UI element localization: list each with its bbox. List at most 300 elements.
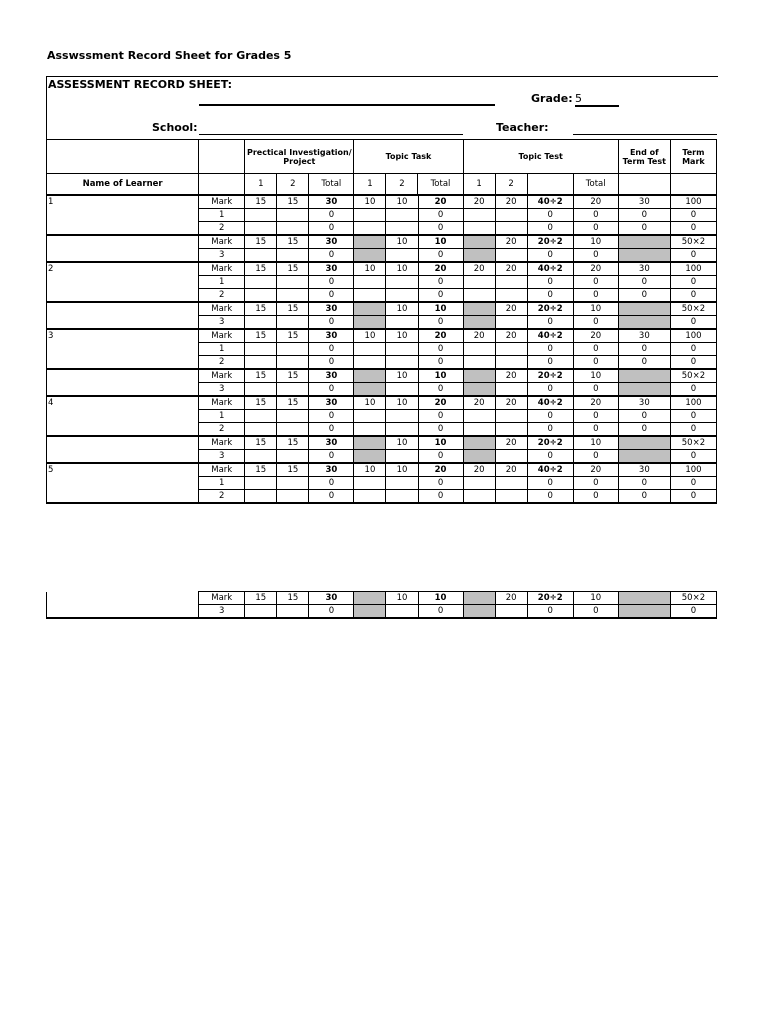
- mark-cell[interactable]: 30: [309, 262, 354, 276]
- mark-cell[interactable]: 20: [418, 262, 463, 276]
- mark-cell[interactable]: 0: [573, 249, 618, 263]
- mark-cell[interactable]: 20÷2: [527, 235, 573, 249]
- mark-cell[interactable]: [277, 383, 309, 397]
- mark-cell[interactable]: 10: [386, 396, 418, 410]
- mark-cell[interactable]: [354, 289, 386, 303]
- mark-cell[interactable]: 20: [495, 262, 527, 276]
- mark-cell[interactable]: [277, 410, 309, 423]
- mark-cell[interactable]: 10: [354, 396, 386, 410]
- mark-cell[interactable]: 15: [277, 195, 309, 209]
- mark-cell[interactable]: 0: [527, 209, 573, 222]
- mark-cell[interactable]: [245, 490, 277, 504]
- mark-cell[interactable]: 0: [573, 343, 618, 356]
- mark-cell[interactable]: 40÷2: [527, 329, 573, 343]
- mark-cell[interactable]: [386, 477, 418, 490]
- mark-cell[interactable]: 10: [573, 436, 618, 450]
- mark-cell[interactable]: [245, 410, 277, 423]
- learner-name-cell[interactable]: [47, 302, 199, 316]
- mark-cell[interactable]: 15: [277, 329, 309, 343]
- learner-name-cell[interactable]: [47, 436, 199, 450]
- mark-cell[interactable]: 0: [670, 316, 716, 330]
- mark-cell[interactable]: [354, 490, 386, 504]
- mark-cell[interactable]: 0: [670, 477, 716, 490]
- mark-cell[interactable]: 0: [670, 222, 716, 236]
- mark-cell[interactable]: 0: [573, 316, 618, 330]
- mark-cell[interactable]: [354, 356, 386, 370]
- mark-cell[interactable]: [245, 356, 277, 370]
- mark-cell[interactable]: [618, 369, 670, 383]
- mark-cell[interactable]: 15: [277, 235, 309, 249]
- mark-cell[interactable]: 0: [309, 605, 354, 619]
- mark-cell[interactable]: [386, 249, 418, 263]
- mark-cell[interactable]: 0: [527, 490, 573, 504]
- mark-cell[interactable]: 40÷2: [527, 262, 573, 276]
- mark-cell[interactable]: 0: [618, 276, 670, 289]
- mark-cell[interactable]: 0: [309, 222, 354, 236]
- mark-cell[interactable]: [463, 222, 495, 236]
- mark-cell[interactable]: 30: [309, 463, 354, 477]
- mark-cell[interactable]: 0: [309, 423, 354, 437]
- mark-cell[interactable]: 20÷2: [527, 592, 573, 605]
- mark-cell[interactable]: [463, 450, 495, 464]
- mark-cell[interactable]: 0: [573, 490, 618, 504]
- mark-cell[interactable]: 20: [573, 329, 618, 343]
- mark-cell[interactable]: [386, 423, 418, 437]
- mark-cell[interactable]: 0: [418, 477, 463, 490]
- mark-cell[interactable]: 0: [573, 450, 618, 464]
- learner-name-cell[interactable]: [47, 316, 199, 330]
- mark-cell[interactable]: [245, 289, 277, 303]
- mark-cell[interactable]: 0: [670, 410, 716, 423]
- mark-cell[interactable]: 0: [418, 490, 463, 504]
- mark-cell[interactable]: [354, 383, 386, 397]
- mark-cell[interactable]: 0: [309, 289, 354, 303]
- mark-cell[interactable]: 0: [670, 490, 716, 504]
- learner-name-cell[interactable]: [47, 383, 199, 397]
- mark-cell[interactable]: [386, 356, 418, 370]
- mark-cell[interactable]: 10: [354, 195, 386, 209]
- mark-cell[interactable]: 0: [527, 343, 573, 356]
- mark-cell[interactable]: [495, 222, 527, 236]
- mark-cell[interactable]: 0: [309, 209, 354, 222]
- mark-cell[interactable]: 15: [245, 396, 277, 410]
- mark-cell[interactable]: 0: [418, 383, 463, 397]
- mark-cell[interactable]: 20: [495, 329, 527, 343]
- mark-cell[interactable]: [354, 276, 386, 289]
- mark-cell[interactable]: 0: [309, 343, 354, 356]
- mark-cell[interactable]: [463, 276, 495, 289]
- mark-cell[interactable]: [354, 592, 386, 605]
- mark-cell[interactable]: 0: [573, 356, 618, 370]
- mark-cell[interactable]: [245, 383, 277, 397]
- mark-cell[interactable]: 15: [245, 436, 277, 450]
- mark-cell[interactable]: 0: [527, 222, 573, 236]
- mark-cell[interactable]: [245, 423, 277, 437]
- mark-cell[interactable]: 20: [418, 329, 463, 343]
- learner-name-cell[interactable]: [47, 289, 199, 303]
- mark-cell[interactable]: 0: [618, 209, 670, 222]
- mark-cell[interactable]: 10: [386, 369, 418, 383]
- mark-cell[interactable]: 10: [386, 195, 418, 209]
- mark-cell[interactable]: 10: [418, 302, 463, 316]
- mark-cell[interactable]: 0: [670, 450, 716, 464]
- mark-cell[interactable]: 0: [670, 383, 716, 397]
- mark-cell[interactable]: 30: [309, 369, 354, 383]
- mark-cell[interactable]: 0: [418, 605, 463, 619]
- learner-name-cell[interactable]: [47, 209, 199, 222]
- mark-cell[interactable]: 0: [527, 450, 573, 464]
- mark-cell[interactable]: 10: [418, 235, 463, 249]
- mark-cell[interactable]: [495, 209, 527, 222]
- mark-cell[interactable]: 0: [527, 316, 573, 330]
- mark-cell[interactable]: 15: [245, 262, 277, 276]
- mark-cell[interactable]: 0: [573, 477, 618, 490]
- mark-cell[interactable]: 0: [309, 316, 354, 330]
- mark-cell[interactable]: 20: [573, 195, 618, 209]
- mark-cell[interactable]: [354, 302, 386, 316]
- mark-cell[interactable]: 0: [618, 222, 670, 236]
- mark-cell[interactable]: [277, 316, 309, 330]
- mark-cell[interactable]: 0: [573, 383, 618, 397]
- mark-cell[interactable]: 0: [418, 209, 463, 222]
- mark-cell[interactable]: 0: [418, 356, 463, 370]
- mark-cell[interactable]: 30: [309, 396, 354, 410]
- mark-cell[interactable]: 10: [354, 329, 386, 343]
- mark-cell[interactable]: [495, 249, 527, 263]
- teacher-field[interactable]: [573, 134, 717, 135]
- mark-cell[interactable]: [354, 316, 386, 330]
- mark-cell[interactable]: 0: [670, 249, 716, 263]
- mark-cell[interactable]: 20: [418, 396, 463, 410]
- mark-cell[interactable]: 0: [573, 289, 618, 303]
- mark-cell[interactable]: [354, 249, 386, 263]
- mark-cell[interactable]: [354, 235, 386, 249]
- mark-cell[interactable]: 20: [463, 329, 495, 343]
- mark-cell[interactable]: 10: [354, 463, 386, 477]
- learner-name-cell[interactable]: [47, 605, 199, 619]
- mark-cell[interactable]: 30: [309, 329, 354, 343]
- mark-cell[interactable]: [277, 343, 309, 356]
- mark-cell[interactable]: [386, 343, 418, 356]
- mark-cell[interactable]: [463, 423, 495, 437]
- mark-cell[interactable]: 0: [527, 289, 573, 303]
- mark-cell[interactable]: 0: [670, 209, 716, 222]
- mark-cell[interactable]: [386, 276, 418, 289]
- mark-cell[interactable]: 0: [618, 343, 670, 356]
- mark-cell[interactable]: 0: [418, 343, 463, 356]
- mark-cell[interactable]: 10: [386, 463, 418, 477]
- mark-cell[interactable]: 10: [386, 262, 418, 276]
- mark-cell[interactable]: [354, 343, 386, 356]
- mark-cell[interactable]: 10: [386, 329, 418, 343]
- mark-cell[interactable]: [618, 605, 670, 619]
- mark-cell[interactable]: 100: [670, 396, 716, 410]
- mark-cell[interactable]: 15: [277, 262, 309, 276]
- mark-cell[interactable]: 0: [418, 249, 463, 263]
- mark-cell[interactable]: [354, 477, 386, 490]
- mark-cell[interactable]: 20: [573, 463, 618, 477]
- mark-cell[interactable]: 100: [670, 262, 716, 276]
- learner-name-cell[interactable]: [47, 450, 199, 464]
- mark-cell[interactable]: 15: [245, 463, 277, 477]
- mark-cell[interactable]: 20÷2: [527, 302, 573, 316]
- mark-cell[interactable]: [495, 289, 527, 303]
- mark-cell[interactable]: [463, 343, 495, 356]
- mark-cell[interactable]: 15: [245, 195, 277, 209]
- mark-cell[interactable]: 0: [418, 316, 463, 330]
- mark-cell[interactable]: [354, 450, 386, 464]
- mark-cell[interactable]: [354, 369, 386, 383]
- mark-cell[interactable]: 0: [309, 477, 354, 490]
- mark-cell[interactable]: [277, 209, 309, 222]
- mark-cell[interactable]: [618, 302, 670, 316]
- mark-cell[interactable]: [618, 450, 670, 464]
- mark-cell[interactable]: 20: [463, 262, 495, 276]
- mark-cell[interactable]: [245, 450, 277, 464]
- mark-cell[interactable]: [463, 605, 495, 619]
- mark-cell[interactable]: 40÷2: [527, 396, 573, 410]
- mark-cell[interactable]: [277, 249, 309, 263]
- mark-cell[interactable]: 30: [618, 396, 670, 410]
- mark-cell[interactable]: 20: [495, 592, 527, 605]
- mark-cell[interactable]: 0: [309, 383, 354, 397]
- mark-cell[interactable]: [463, 369, 495, 383]
- mark-cell[interactable]: 0: [573, 410, 618, 423]
- learner-name-cell[interactable]: [47, 356, 199, 370]
- mark-cell[interactable]: 20: [418, 195, 463, 209]
- learner-name-cell[interactable]: [47, 490, 199, 504]
- mark-cell[interactable]: 20: [495, 302, 527, 316]
- mark-cell[interactable]: [245, 343, 277, 356]
- mark-cell[interactable]: 0: [670, 343, 716, 356]
- mark-cell[interactable]: 0: [418, 450, 463, 464]
- mark-cell[interactable]: 30: [618, 262, 670, 276]
- learner-name-cell[interactable]: 3: [47, 329, 199, 343]
- mark-cell[interactable]: [463, 209, 495, 222]
- mark-cell[interactable]: 0: [670, 356, 716, 370]
- mark-cell[interactable]: 10: [386, 436, 418, 450]
- mark-cell[interactable]: 0: [618, 289, 670, 303]
- learner-name-cell[interactable]: [47, 423, 199, 437]
- mark-cell[interactable]: 15: [245, 369, 277, 383]
- mark-cell[interactable]: 100: [670, 329, 716, 343]
- mark-cell[interactable]: [245, 209, 277, 222]
- mark-cell[interactable]: 20÷2: [527, 436, 573, 450]
- mark-cell[interactable]: [495, 343, 527, 356]
- mark-cell[interactable]: 0: [309, 490, 354, 504]
- mark-cell[interactable]: 0: [418, 423, 463, 437]
- mark-cell[interactable]: [618, 592, 670, 605]
- mark-cell[interactable]: [463, 316, 495, 330]
- mark-cell[interactable]: 10: [418, 369, 463, 383]
- mark-cell[interactable]: 0: [573, 423, 618, 437]
- learner-name-cell[interactable]: 5: [47, 463, 199, 477]
- mark-cell[interactable]: 30: [309, 195, 354, 209]
- mark-cell[interactable]: [463, 356, 495, 370]
- mark-cell[interactable]: [386, 316, 418, 330]
- mark-cell[interactable]: 0: [309, 410, 354, 423]
- mark-cell[interactable]: 0: [527, 383, 573, 397]
- learner-name-cell[interactable]: [47, 592, 199, 605]
- learner-name-cell[interactable]: 1: [47, 195, 199, 209]
- mark-cell[interactable]: 50×2: [670, 235, 716, 249]
- mark-cell[interactable]: [463, 249, 495, 263]
- mark-cell[interactable]: 0: [670, 289, 716, 303]
- learner-name-cell[interactable]: [47, 477, 199, 490]
- learner-name-cell[interactable]: [47, 222, 199, 236]
- mark-cell[interactable]: 10: [418, 592, 463, 605]
- mark-cell[interactable]: [245, 605, 277, 619]
- mark-cell[interactable]: [495, 356, 527, 370]
- mark-cell[interactable]: 30: [309, 436, 354, 450]
- mark-cell[interactable]: [463, 477, 495, 490]
- mark-cell[interactable]: [277, 490, 309, 504]
- mark-cell[interactable]: 10: [354, 262, 386, 276]
- mark-cell[interactable]: [277, 423, 309, 437]
- mark-cell[interactable]: 0: [309, 450, 354, 464]
- mark-cell[interactable]: 10: [418, 436, 463, 450]
- mark-cell[interactable]: 0: [527, 356, 573, 370]
- mark-cell[interactable]: [354, 423, 386, 437]
- mark-cell[interactable]: [618, 383, 670, 397]
- mark-cell[interactable]: [277, 477, 309, 490]
- mark-cell[interactable]: 0: [573, 222, 618, 236]
- mark-cell[interactable]: [277, 356, 309, 370]
- mark-cell[interactable]: 0: [618, 477, 670, 490]
- mark-cell[interactable]: 15: [277, 436, 309, 450]
- mark-cell[interactable]: 0: [309, 356, 354, 370]
- mark-cell[interactable]: [277, 222, 309, 236]
- mark-cell[interactable]: 0: [573, 605, 618, 619]
- mark-cell[interactable]: 20: [495, 396, 527, 410]
- mark-cell[interactable]: 20: [463, 463, 495, 477]
- learner-name-cell[interactable]: [47, 276, 199, 289]
- mark-cell[interactable]: 20: [418, 463, 463, 477]
- learner-name-cell[interactable]: [47, 249, 199, 263]
- mark-cell[interactable]: 10: [386, 592, 418, 605]
- mark-cell[interactable]: [386, 410, 418, 423]
- mark-cell[interactable]: [354, 410, 386, 423]
- mark-cell[interactable]: [463, 436, 495, 450]
- mark-cell[interactable]: [618, 249, 670, 263]
- mark-cell[interactable]: 20: [495, 195, 527, 209]
- mark-cell[interactable]: 100: [670, 463, 716, 477]
- mark-cell[interactable]: [277, 450, 309, 464]
- mark-cell[interactable]: 30: [618, 329, 670, 343]
- mark-cell[interactable]: 20: [495, 369, 527, 383]
- mark-cell[interactable]: [245, 276, 277, 289]
- grade-field[interactable]: 5: [575, 92, 619, 107]
- mark-cell[interactable]: 0: [418, 410, 463, 423]
- mark-cell[interactable]: [618, 316, 670, 330]
- mark-cell[interactable]: 10: [573, 369, 618, 383]
- mark-cell[interactable]: [354, 436, 386, 450]
- mark-cell[interactable]: 0: [527, 605, 573, 619]
- mark-cell[interactable]: 0: [670, 276, 716, 289]
- mark-cell[interactable]: [495, 477, 527, 490]
- mark-cell[interactable]: 30: [618, 463, 670, 477]
- mark-cell[interactable]: 40÷2: [527, 463, 573, 477]
- mark-cell[interactable]: 30: [618, 195, 670, 209]
- mark-cell[interactable]: 15: [277, 396, 309, 410]
- mark-cell[interactable]: 15: [245, 329, 277, 343]
- mark-cell[interactable]: 30: [309, 235, 354, 249]
- mark-cell[interactable]: 20: [573, 262, 618, 276]
- learner-name-cell[interactable]: [47, 410, 199, 423]
- mark-cell[interactable]: [277, 605, 309, 619]
- mark-cell[interactable]: [495, 423, 527, 437]
- mark-cell[interactable]: [495, 316, 527, 330]
- mark-cell[interactable]: [386, 289, 418, 303]
- mark-cell[interactable]: 10: [573, 235, 618, 249]
- mark-cell[interactable]: 0: [618, 490, 670, 504]
- mark-cell[interactable]: [463, 383, 495, 397]
- mark-cell[interactable]: 0: [418, 222, 463, 236]
- mark-cell[interactable]: 0: [309, 276, 354, 289]
- mark-cell[interactable]: [386, 209, 418, 222]
- mark-cell[interactable]: 10: [386, 235, 418, 249]
- mark-cell[interactable]: 0: [309, 249, 354, 263]
- mark-cell[interactable]: 20: [495, 436, 527, 450]
- mark-cell[interactable]: 50×2: [670, 369, 716, 383]
- mark-cell[interactable]: 0: [618, 410, 670, 423]
- mark-cell[interactable]: [386, 605, 418, 619]
- mark-cell[interactable]: 100: [670, 195, 716, 209]
- mark-cell[interactable]: 0: [418, 276, 463, 289]
- mark-cell[interactable]: [354, 605, 386, 619]
- mark-cell[interactable]: [386, 222, 418, 236]
- mark-cell[interactable]: 30: [309, 302, 354, 316]
- mark-cell[interactable]: [354, 222, 386, 236]
- mark-cell[interactable]: 20: [463, 195, 495, 209]
- mark-cell[interactable]: [495, 410, 527, 423]
- mark-cell[interactable]: [463, 410, 495, 423]
- mark-cell[interactable]: 0: [573, 276, 618, 289]
- mark-cell[interactable]: 15: [245, 235, 277, 249]
- learner-name-cell[interactable]: [47, 235, 199, 249]
- mark-cell[interactable]: 10: [573, 592, 618, 605]
- mark-cell[interactable]: 0: [527, 423, 573, 437]
- mark-cell[interactable]: 0: [418, 289, 463, 303]
- mark-cell[interactable]: 0: [618, 356, 670, 370]
- learner-name-cell[interactable]: [47, 343, 199, 356]
- mark-cell[interactable]: 10: [573, 302, 618, 316]
- mark-cell[interactable]: 0: [618, 423, 670, 437]
- mark-cell[interactable]: [386, 450, 418, 464]
- mark-cell[interactable]: 0: [670, 423, 716, 437]
- mark-cell[interactable]: 0: [527, 276, 573, 289]
- mark-cell[interactable]: 0: [573, 209, 618, 222]
- mark-cell[interactable]: 20: [495, 235, 527, 249]
- mark-cell[interactable]: 10: [386, 302, 418, 316]
- mark-cell[interactable]: 15: [277, 463, 309, 477]
- mark-cell[interactable]: 15: [277, 302, 309, 316]
- mark-cell[interactable]: [245, 477, 277, 490]
- mark-cell[interactable]: [618, 436, 670, 450]
- mark-cell[interactable]: [277, 276, 309, 289]
- mark-cell[interactable]: 50×2: [670, 302, 716, 316]
- mark-cell[interactable]: [495, 450, 527, 464]
- mark-cell[interactable]: 15: [245, 302, 277, 316]
- mark-cell[interactable]: 20: [573, 396, 618, 410]
- mark-cell[interactable]: [618, 235, 670, 249]
- mark-cell[interactable]: [463, 235, 495, 249]
- mark-cell[interactable]: 50×2: [670, 592, 716, 605]
- mark-cell[interactable]: [463, 289, 495, 303]
- mark-cell[interactable]: [463, 490, 495, 504]
- mark-cell[interactable]: 0: [527, 477, 573, 490]
- mark-cell[interactable]: 20: [463, 396, 495, 410]
